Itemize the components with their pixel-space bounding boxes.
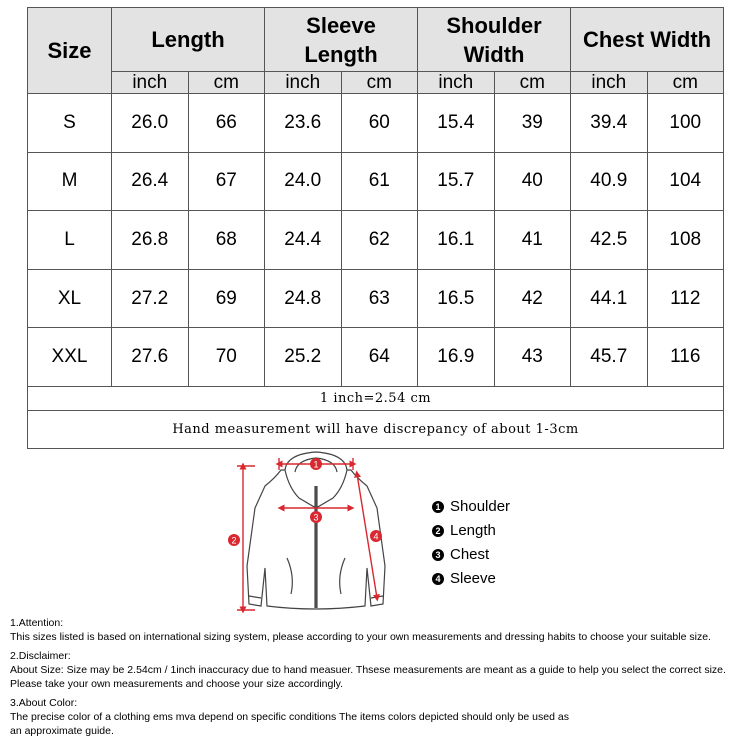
table-cell: 40.9: [571, 152, 648, 211]
table-cell: 15.7: [418, 152, 495, 211]
table-cell: 25.2: [265, 328, 342, 387]
unit-row: [28, 72, 724, 94]
notes-section: [10, 616, 745, 743]
unit-cell: inch: [112, 72, 189, 94]
table-cell: 24.0: [265, 152, 342, 211]
table-cell: 61: [341, 152, 418, 211]
table-cell: 42: [494, 269, 571, 328]
table-cell: 15.4: [418, 94, 495, 153]
table-cell: 69: [188, 269, 265, 328]
legend-item: [432, 495, 510, 519]
measurement-row: [28, 410, 724, 448]
jacket-measurement-diagram: [225, 448, 395, 620]
svg-text:4: 4: [373, 531, 379, 542]
header-size: Size: [28, 8, 112, 94]
table-row: [28, 152, 724, 211]
table-row: [28, 269, 724, 328]
size-label-cell: XXL: [28, 328, 112, 387]
table-row: [28, 211, 724, 270]
marker-2: [228, 534, 240, 546]
table-cell: 16.1: [418, 211, 495, 270]
table-cell: 24.8: [265, 269, 342, 328]
size-label-cell: M: [28, 152, 112, 211]
color-text-2: an approximate guide.: [10, 725, 114, 737]
svg-text:1: 1: [313, 459, 319, 470]
color-note: [10, 696, 745, 738]
disclaimer-title: 2.Disclaimer:: [10, 650, 71, 662]
disclaimer-text-2: Please take your own measurements and choose your size accordingly.: [10, 678, 344, 690]
table-cell: 41: [494, 211, 571, 270]
unit-cell: cm: [647, 72, 724, 94]
table-cell: 26.8: [112, 211, 189, 270]
table-cell: 108: [647, 211, 724, 270]
table-cell: 67: [188, 152, 265, 211]
legend-number-icon: 4: [432, 573, 444, 585]
svg-text:3: 3: [313, 512, 319, 523]
table-cell: 16.9: [418, 328, 495, 387]
table-cell: 70: [188, 328, 265, 387]
jacket-illustration: [225, 448, 395, 620]
conversion-note: 1 inch=2.54 cm: [28, 386, 724, 410]
conversion-row: [28, 386, 724, 410]
header-row: [28, 8, 724, 72]
legend-number-icon: 2: [432, 525, 444, 537]
unit-cell: cm: [494, 72, 571, 94]
table-cell: 43: [494, 328, 571, 387]
table-cell: 45.7: [571, 328, 648, 387]
table-cell: 116: [647, 328, 724, 387]
table-cell: 27.2: [112, 269, 189, 328]
table-cell: 26.4: [112, 152, 189, 211]
size-label-cell: S: [28, 94, 112, 153]
unit-cell: cm: [188, 72, 265, 94]
marker-1: [310, 458, 322, 470]
unit-cell: inch: [571, 72, 648, 94]
table-cell: 40: [494, 152, 571, 211]
color-title: 3.About Color:: [10, 697, 78, 709]
table-cell: 68: [188, 211, 265, 270]
legend-label: Length: [450, 522, 496, 539]
legend-label: Chest: [450, 546, 490, 563]
header-chest-width: Chest Width: [571, 8, 724, 72]
table-cell: 63: [341, 269, 418, 328]
table-row: [28, 328, 724, 387]
table-cell: 24.4: [265, 211, 342, 270]
legend-number-icon: 1: [432, 501, 444, 513]
measurement-legend: [432, 495, 510, 591]
attention-text: This sizes listed is based on international sizing system, please according to your own measurements and dressing habits to choose your suitable size.: [10, 631, 711, 643]
header-length: Length: [112, 8, 265, 72]
table-cell: 112: [647, 269, 724, 328]
size-label-cell: L: [28, 211, 112, 270]
attention-note: [10, 616, 745, 644]
table-cell: 39.4: [571, 94, 648, 153]
color-text-1: The precise color of a clothing ems mva depend on specific conditions The items colors depicted should only be used as: [10, 711, 569, 723]
unit-cell: inch: [265, 72, 342, 94]
table-cell: 44.1: [571, 269, 648, 328]
legend-item: [432, 519, 510, 543]
marker-3: [310, 511, 322, 523]
table-cell: 64: [341, 328, 418, 387]
disclaimer-text-1: About Size: Size may be 2.54cm / 1inch inaccuracy due to hand measuer. Thsese measurements are meant as a guide to help you select the correct size.: [10, 664, 726, 676]
table-cell: 66: [188, 94, 265, 153]
size-label-cell: XL: [28, 269, 112, 328]
legend-label: Sleeve: [450, 570, 496, 587]
unit-cell: inch: [418, 72, 495, 94]
table-cell: 16.5: [418, 269, 495, 328]
table-cell: 26.0: [112, 94, 189, 153]
legend-item: [432, 567, 510, 591]
measurement-note: Hand measurement will have discrepancy of about 1-3cm: [28, 410, 724, 448]
disclaimer-note: [10, 649, 745, 691]
legend-item: [432, 543, 510, 567]
table-cell: 62: [341, 211, 418, 270]
table-cell: 23.6: [265, 94, 342, 153]
size-chart-table: [27, 7, 724, 449]
table-cell: 27.6: [112, 328, 189, 387]
svg-text:2: 2: [231, 535, 237, 546]
table-row: [28, 94, 724, 153]
table-cell: 100: [647, 94, 724, 153]
marker-4: [370, 530, 382, 542]
table-cell: 39: [494, 94, 571, 153]
table-cell: 42.5: [571, 211, 648, 270]
header-sleeve-length: Sleeve Length: [265, 8, 418, 72]
header-shoulder-width: Shoulder Width: [418, 8, 571, 72]
table-cell: 60: [341, 94, 418, 153]
table-cell: 104: [647, 152, 724, 211]
legend-number-icon: 3: [432, 549, 444, 561]
attention-title: 1.Attention:: [10, 617, 64, 629]
unit-cell: cm: [341, 72, 418, 94]
legend-label: Shoulder: [450, 498, 511, 515]
